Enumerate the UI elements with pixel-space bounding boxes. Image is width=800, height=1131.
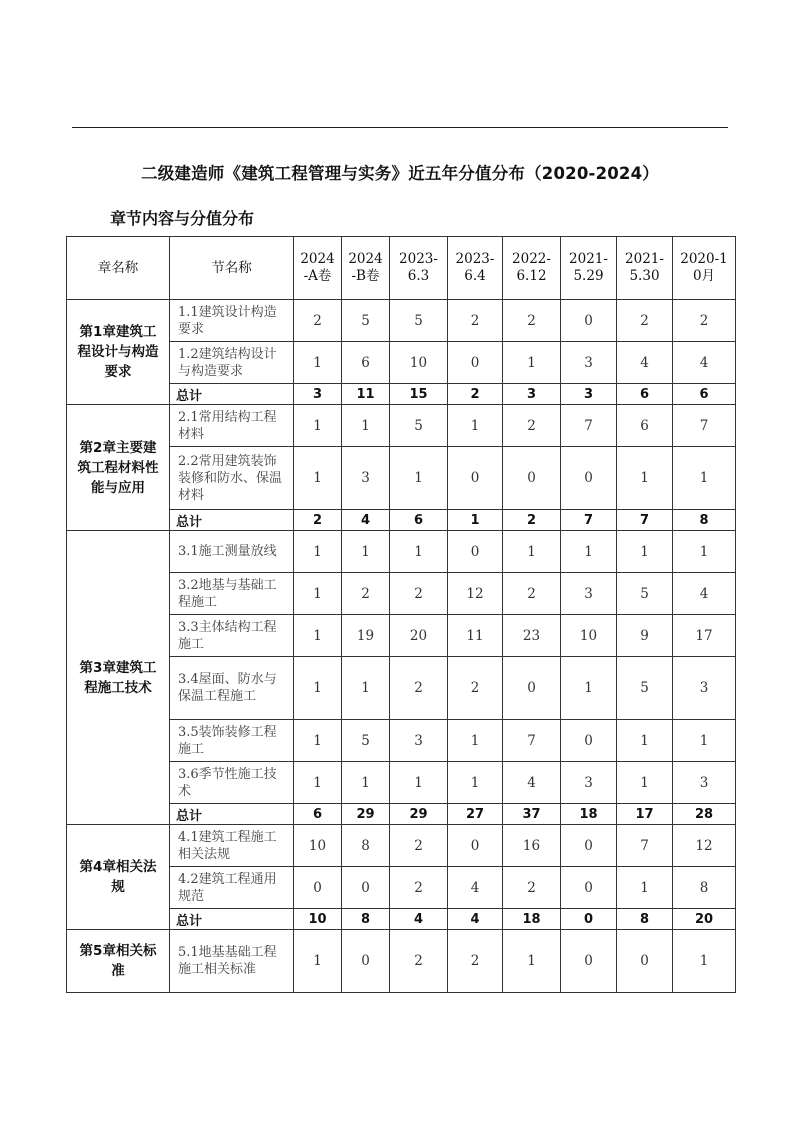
score-cell: 2 bbox=[448, 930, 503, 993]
section-name: 3.3主体结构工程施工 bbox=[170, 615, 294, 657]
total-cell: 7 bbox=[617, 510, 673, 531]
score-cell: 12 bbox=[673, 825, 736, 867]
total-cell: 29 bbox=[390, 804, 448, 825]
header-section bbox=[170, 237, 294, 300]
total-cell: 7 bbox=[561, 510, 617, 531]
score-cell: 3 bbox=[673, 762, 736, 804]
score-cell: 1 bbox=[342, 531, 390, 573]
score-cell: 7 bbox=[673, 405, 736, 447]
score-cell: 1 bbox=[617, 762, 673, 804]
header-col bbox=[673, 237, 736, 300]
total-cell: 4 bbox=[390, 909, 448, 930]
total-cell: 8 bbox=[673, 510, 736, 531]
total-cell: 6 bbox=[390, 510, 448, 531]
score-cell: 1 bbox=[294, 930, 342, 993]
total-cell: 18 bbox=[561, 804, 617, 825]
score-cell: 0 bbox=[561, 825, 617, 867]
score-cell: 2 bbox=[673, 300, 736, 342]
table-row bbox=[67, 531, 736, 573]
chapter-name: 第5章相关标准 bbox=[67, 930, 170, 993]
score-cell: 1 bbox=[294, 405, 342, 447]
total-label: 总计 bbox=[170, 804, 294, 825]
header-text: 2024-B卷 bbox=[348, 251, 383, 284]
score-cell: 0 bbox=[294, 867, 342, 909]
table-row bbox=[67, 930, 736, 993]
total-cell: 2 bbox=[448, 384, 503, 405]
score-cell: 7 bbox=[503, 720, 561, 762]
section-name: 4.1建筑工程施工相关法规 bbox=[170, 825, 294, 867]
section-name: 3.4屋面、防水与保温工程施工 bbox=[170, 657, 294, 720]
score-cell: 8 bbox=[673, 867, 736, 909]
header-col bbox=[617, 237, 673, 300]
score-cell: 1 bbox=[503, 342, 561, 384]
score-cell: 7 bbox=[561, 405, 617, 447]
score-cell: 1 bbox=[294, 720, 342, 762]
score-cell: 2 bbox=[390, 657, 448, 720]
total-cell: 11 bbox=[342, 384, 390, 405]
score-cell: 6 bbox=[617, 405, 673, 447]
section-name: 3.6季节性施工技术 bbox=[170, 762, 294, 804]
section-name: 5.1地基基础工程施工相关标准 bbox=[170, 930, 294, 993]
header-text: 2021-5.30 bbox=[625, 251, 664, 284]
score-cell: 1 bbox=[390, 762, 448, 804]
header-col bbox=[342, 237, 390, 300]
total-cell: 8 bbox=[342, 909, 390, 930]
score-cell: 1 bbox=[673, 720, 736, 762]
table-body bbox=[67, 237, 736, 993]
total-cell: 4 bbox=[342, 510, 390, 531]
score-cell: 1 bbox=[617, 531, 673, 573]
chapter-name: 第2章主要建筑工程材料性能与应用 bbox=[67, 405, 170, 531]
score-cell: 1 bbox=[673, 447, 736, 510]
score-cell: 1 bbox=[294, 573, 342, 615]
score-cell: 2 bbox=[390, 573, 448, 615]
total-cell: 0 bbox=[561, 909, 617, 930]
total-cell: 2 bbox=[503, 510, 561, 531]
score-cell: 0 bbox=[448, 342, 503, 384]
score-cell: 2 bbox=[503, 300, 561, 342]
total-cell: 10 bbox=[294, 909, 342, 930]
score-cell: 2 bbox=[390, 867, 448, 909]
total-cell: 17 bbox=[617, 804, 673, 825]
score-cell: 20 bbox=[390, 615, 448, 657]
score-cell: 1 bbox=[294, 615, 342, 657]
score-cell: 1 bbox=[617, 447, 673, 510]
document-title: 二级建造师《建筑工程管理与实务》近五年分值分布（2020-2024） bbox=[141, 164, 659, 183]
score-cell: 2 bbox=[448, 657, 503, 720]
score-cell: 10 bbox=[390, 342, 448, 384]
total-cell: 28 bbox=[673, 804, 736, 825]
score-cell: 9 bbox=[617, 615, 673, 657]
header-text: 2024-A卷 bbox=[300, 251, 335, 284]
score-cell: 5 bbox=[617, 573, 673, 615]
score-cell: 10 bbox=[294, 825, 342, 867]
score-cell: 1 bbox=[448, 720, 503, 762]
score-cell: 1 bbox=[448, 762, 503, 804]
header-chapter bbox=[67, 237, 170, 300]
score-cell: 0 bbox=[503, 447, 561, 510]
chapter-name: 第3章建筑工程施工技术 bbox=[67, 531, 170, 825]
score-cell: 1 bbox=[503, 531, 561, 573]
total-label: 总计 bbox=[170, 909, 294, 930]
chapter-name: 第1章建筑工程设计与构造要求 bbox=[67, 300, 170, 405]
total-cell: 1 bbox=[448, 510, 503, 531]
score-cell: 1 bbox=[673, 930, 736, 993]
header-row bbox=[67, 237, 736, 300]
score-cell: 5 bbox=[390, 405, 448, 447]
score-cell: 1 bbox=[561, 657, 617, 720]
header-col bbox=[448, 237, 503, 300]
score-cell: 2 bbox=[294, 300, 342, 342]
score-cell: 2 bbox=[390, 930, 448, 993]
score-cell: 1 bbox=[342, 762, 390, 804]
score-cell: 1 bbox=[294, 447, 342, 510]
score-cell: 5 bbox=[390, 300, 448, 342]
section-name: 4.2建筑工程通用规范 bbox=[170, 867, 294, 909]
total-cell: 4 bbox=[448, 909, 503, 930]
score-cell: 2 bbox=[503, 573, 561, 615]
score-cell: 0 bbox=[342, 867, 390, 909]
score-cell: 3 bbox=[673, 657, 736, 720]
score-cell: 5 bbox=[617, 657, 673, 720]
score-cell: 3 bbox=[342, 447, 390, 510]
table-row bbox=[67, 405, 736, 447]
total-cell: 27 bbox=[448, 804, 503, 825]
score-cell: 0 bbox=[561, 930, 617, 993]
section-name: 1.2建筑结构设计与构造要求 bbox=[170, 342, 294, 384]
score-cell: 19 bbox=[342, 615, 390, 657]
score-cell: 4 bbox=[673, 573, 736, 615]
header-rule bbox=[72, 127, 728, 128]
section-name: 1.1建筑设计构造要求 bbox=[170, 300, 294, 342]
score-cell: 7 bbox=[617, 825, 673, 867]
score-cell: 4 bbox=[448, 867, 503, 909]
score-cell: 2 bbox=[342, 573, 390, 615]
score-cell: 0 bbox=[561, 447, 617, 510]
score-cell: 1 bbox=[617, 720, 673, 762]
score-cell: 2 bbox=[448, 300, 503, 342]
score-cell: 1 bbox=[617, 867, 673, 909]
total-cell: 15 bbox=[390, 384, 448, 405]
score-cell: 10 bbox=[561, 615, 617, 657]
total-cell: 6 bbox=[294, 804, 342, 825]
section-heading: 章节内容与分值分布 bbox=[110, 209, 255, 228]
section-name: 3.2地基与基础工程施工 bbox=[170, 573, 294, 615]
score-cell: 3 bbox=[561, 573, 617, 615]
total-label: 总计 bbox=[170, 384, 294, 405]
header-col bbox=[294, 237, 342, 300]
score-cell: 8 bbox=[342, 825, 390, 867]
header-text: 2022-6.12 bbox=[512, 251, 551, 284]
total-cell: 29 bbox=[342, 804, 390, 825]
total-cell: 8 bbox=[617, 909, 673, 930]
score-table bbox=[66, 236, 736, 993]
score-cell: 1 bbox=[390, 447, 448, 510]
score-cell: 16 bbox=[503, 825, 561, 867]
score-cell: 1 bbox=[294, 762, 342, 804]
score-cell: 1 bbox=[294, 342, 342, 384]
score-cell: 1 bbox=[342, 405, 390, 447]
header-text: 2020-10月 bbox=[680, 251, 728, 284]
score-cell: 12 bbox=[448, 573, 503, 615]
score-cell: 2 bbox=[503, 867, 561, 909]
total-cell: 18 bbox=[503, 909, 561, 930]
score-cell: 5 bbox=[342, 300, 390, 342]
score-cell: 1 bbox=[561, 531, 617, 573]
score-cell: 3 bbox=[390, 720, 448, 762]
chapter-name: 第4章相关法规 bbox=[67, 825, 170, 930]
score-cell: 6 bbox=[342, 342, 390, 384]
header-col bbox=[561, 237, 617, 300]
header-text: 2021-5.29 bbox=[569, 251, 608, 284]
section-name: 3.1施工测量放线 bbox=[170, 531, 294, 573]
score-cell: 0 bbox=[503, 657, 561, 720]
score-cell: 0 bbox=[342, 930, 390, 993]
score-cell: 1 bbox=[294, 657, 342, 720]
score-cell: 0 bbox=[617, 930, 673, 993]
table-row bbox=[67, 825, 736, 867]
score-cell: 2 bbox=[617, 300, 673, 342]
total-cell: 20 bbox=[673, 909, 736, 930]
total-cell: 6 bbox=[617, 384, 673, 405]
score-cell: 2 bbox=[503, 405, 561, 447]
score-cell: 5 bbox=[342, 720, 390, 762]
score-cell: 0 bbox=[448, 531, 503, 573]
score-cell: 1 bbox=[294, 531, 342, 573]
score-cell: 4 bbox=[673, 342, 736, 384]
total-cell: 2 bbox=[294, 510, 342, 531]
score-cell: 0 bbox=[561, 867, 617, 909]
total-cell: 37 bbox=[503, 804, 561, 825]
score-cell: 0 bbox=[448, 825, 503, 867]
header-text: 章名称 bbox=[97, 259, 139, 276]
score-cell: 4 bbox=[503, 762, 561, 804]
header-text: 2023-6.4 bbox=[455, 251, 495, 284]
header-col bbox=[503, 237, 561, 300]
header-col bbox=[390, 237, 448, 300]
total-cell: 3 bbox=[503, 384, 561, 405]
score-cell: 1 bbox=[448, 405, 503, 447]
score-cell: 0 bbox=[561, 720, 617, 762]
score-cell: 3 bbox=[561, 342, 617, 384]
total-cell: 3 bbox=[294, 384, 342, 405]
score-cell: 4 bbox=[617, 342, 673, 384]
section-name: 3.5装饰装修工程施工 bbox=[170, 720, 294, 762]
score-cell: 0 bbox=[448, 447, 503, 510]
total-label: 总计 bbox=[170, 510, 294, 531]
section-name: 2.2常用建筑装饰装修和防水、保温材料 bbox=[170, 447, 294, 510]
table-row bbox=[67, 300, 736, 342]
score-cell: 1 bbox=[503, 930, 561, 993]
total-cell: 3 bbox=[561, 384, 617, 405]
score-cell: 0 bbox=[561, 300, 617, 342]
score-cell: 1 bbox=[342, 657, 390, 720]
header-text: 节名称 bbox=[211, 259, 252, 276]
score-cell: 11 bbox=[448, 615, 503, 657]
score-cell: 23 bbox=[503, 615, 561, 657]
score-cell: 2 bbox=[390, 825, 448, 867]
score-cell: 1 bbox=[390, 531, 448, 573]
score-cell: 1 bbox=[673, 531, 736, 573]
header-text: 2023-6.3 bbox=[399, 251, 438, 284]
total-cell: 6 bbox=[673, 384, 736, 405]
score-cell: 17 bbox=[673, 615, 736, 657]
section-name: 2.1常用结构工程材料 bbox=[170, 405, 294, 447]
score-cell: 3 bbox=[561, 762, 617, 804]
